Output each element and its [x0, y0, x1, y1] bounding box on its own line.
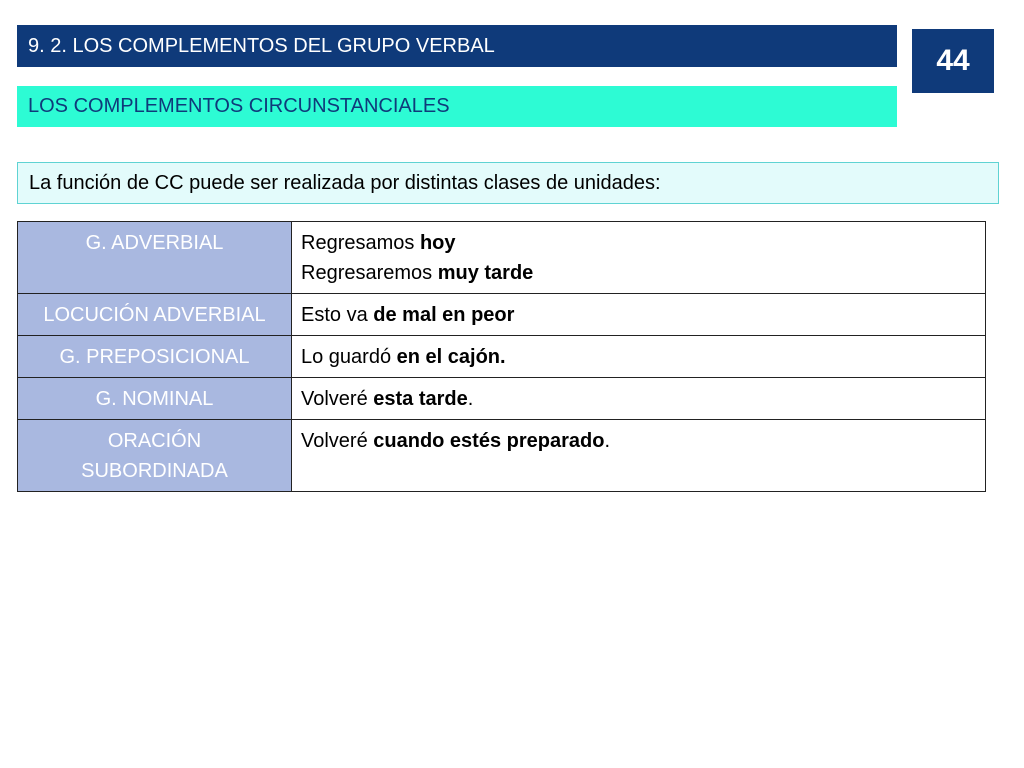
subsection-title: LOS COMPLEMENTOS CIRCUNSTANCIALES: [17, 86, 897, 127]
example-cell: [292, 222, 986, 294]
example-highlight: esta tarde: [373, 388, 468, 410]
section-title: 9. 2. LOS COMPLEMENTOS DEL GRUPO VERBAL: [17, 25, 897, 67]
example-line: [301, 342, 976, 372]
example-text: Regresamos: [301, 232, 420, 254]
example-text: .: [467, 388, 474, 410]
example-line: [301, 384, 976, 414]
table-row: [18, 336, 986, 378]
example-highlight: en el cajón.: [396, 346, 506, 368]
type-cell: LOCUCIÓN ADVERBIAL: [18, 294, 292, 336]
example-line: [301, 258, 976, 288]
example-text: .: [604, 430, 611, 452]
type-cell: G. NOMINAL: [18, 378, 292, 420]
example-cell: [292, 294, 986, 336]
intro-text: La función de CC puede ser realizada por distintas clases de unidades:: [17, 162, 999, 204]
type-line: SUBORDINADA: [81, 460, 228, 482]
example-text: Esto va: [301, 304, 374, 326]
example-text: Volveré: [301, 430, 374, 452]
example-cell: [292, 378, 986, 420]
example-line: [301, 426, 976, 456]
page-number: 44: [912, 29, 994, 93]
table-row: [18, 294, 986, 336]
table-row: [18, 222, 986, 294]
example-cell: [292, 420, 986, 492]
cc-types-table: [17, 221, 986, 492]
example-line: [301, 300, 976, 330]
example-text: Volveré: [301, 388, 374, 410]
table-row: [18, 378, 986, 420]
example-highlight: hoy: [419, 232, 456, 254]
example-text: Lo guardó: [301, 346, 397, 368]
example-highlight: de mal en peor: [373, 304, 515, 326]
table-row: [18, 420, 986, 492]
example-cell: [292, 336, 986, 378]
type-cell: G. ADVERBIAL: [18, 222, 292, 294]
type-cell: [18, 420, 292, 492]
example-line: [301, 228, 976, 258]
type-line: ORACIÓN: [107, 430, 202, 452]
example-highlight: cuando estés preparado: [373, 430, 605, 452]
example-text: Regresaremos: [301, 262, 438, 284]
example-highlight: muy tarde: [437, 262, 534, 284]
type-cell: G. PREPOSICIONAL: [18, 336, 292, 378]
